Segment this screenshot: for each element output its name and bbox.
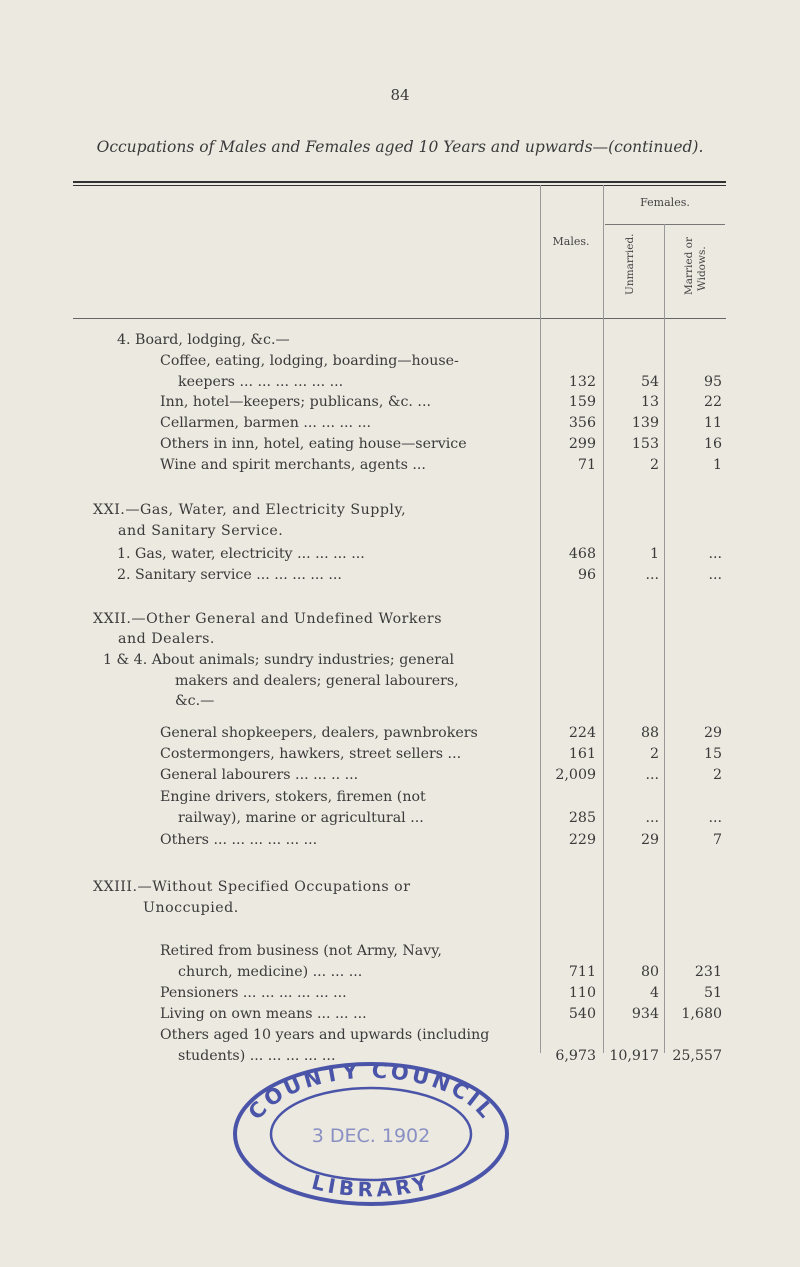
unmarried-value: 139	[631, 415, 659, 431]
row-label: 2. Sanitary service ... ... ... ... ...	[117, 567, 342, 583]
row-label: Unoccupied.	[143, 900, 239, 916]
married-widows-value: 16	[703, 436, 722, 452]
row-label: 4. Board, lodging, &c.—	[117, 332, 290, 348]
unmarried-value: 4	[649, 985, 659, 1001]
unmarried-value: 934	[631, 1006, 659, 1022]
row-label: Inn, hotel—keepers; publicans, &c. ...	[160, 394, 431, 410]
header-females: Females.	[640, 196, 690, 209]
row-label: keepers ... ... ... ... ... ...	[178, 374, 344, 390]
unmarried-value: ...	[645, 567, 659, 583]
married-widows-value: ...	[708, 567, 722, 583]
married-widows-value: 95	[703, 374, 722, 390]
header-unmarried: Unmarried.	[624, 233, 636, 295]
married-widows-value: ...	[708, 546, 722, 562]
males-value: 468	[568, 546, 596, 562]
married-widows-value: 11	[703, 415, 722, 431]
unmarried-value: 2	[649, 457, 659, 473]
column-separator-2	[603, 185, 604, 1053]
married-widows-value: 15	[703, 746, 722, 762]
males-value: 356	[568, 415, 596, 431]
row-label: students) ... ... ... ... ...	[178, 1048, 336, 1064]
married-widows-value: 51	[703, 985, 722, 1001]
row-label: 1 & 4. About animals; sundry industries; general	[103, 652, 454, 668]
page-title: Occupations of Males and Females aged 10 Years and upwards—(continued).	[96, 138, 704, 156]
males-value: 96	[577, 567, 596, 583]
row-label: General shopkeepers, dealers, pawnbrokers	[160, 725, 478, 741]
males-value: 6,973	[555, 1048, 596, 1064]
stamp-bottom-text: LIBRARY	[309, 1169, 434, 1202]
males-value: 161	[568, 746, 596, 762]
page-number: 84	[390, 86, 410, 104]
males-value: 299	[568, 436, 596, 452]
row-label: Costermongers, hawkers, street sellers ...	[160, 746, 462, 762]
males-value: 71	[577, 457, 596, 473]
column-separator-1	[540, 185, 541, 1053]
row-label: Coffee, eating, lodging, boarding—house-	[160, 353, 459, 369]
row-label: railway), marine or agricultural ...	[178, 810, 424, 826]
males-value: 711	[568, 964, 596, 980]
males-value: 110	[568, 985, 596, 1001]
unmarried-value: 153	[631, 436, 659, 452]
row-label: and Dealers.	[118, 631, 215, 647]
top-rule	[73, 181, 726, 183]
row-label: makers and dealers; general labourers,	[175, 673, 459, 689]
row-label: Wine and spirit merchants, agents ...	[160, 457, 426, 473]
males-value: 159	[568, 394, 596, 410]
row-label: Living on own means ... ... ...	[160, 1006, 367, 1022]
row-label: and Sanitary Service.	[118, 523, 284, 539]
married-widows-value: 1	[712, 457, 722, 473]
married-widows-value: 2	[712, 767, 722, 783]
row-label: &c.—	[175, 693, 215, 709]
married-widows-value: 231	[694, 964, 722, 980]
row-label: Others aged 10 years and upwards (including	[160, 1027, 490, 1043]
row-label: Pensioners ... ... ... ... ... ...	[160, 985, 347, 1001]
married-widows-value: 29	[703, 725, 722, 741]
header-married-1: Married or	[683, 236, 695, 295]
males-value: 540	[568, 1006, 596, 1022]
row-label: 1. Gas, water, electricity ... ... ... ...	[117, 546, 365, 562]
row-label: XXI.—Gas, Water, and Electricity Supply,	[93, 502, 407, 518]
header-males: Males.	[552, 235, 590, 248]
males-value: 2,009	[555, 767, 596, 783]
row-label: Retired from business (not Army, Navy,	[160, 943, 442, 959]
column-separator-3	[664, 224, 665, 1053]
unmarried-value: 1	[649, 546, 659, 562]
males-value: 285	[568, 810, 596, 826]
married-widows-value: 25,557	[672, 1048, 722, 1064]
header-married-2: Widows.	[696, 246, 708, 291]
row-label: Others ... ... ... ... ... ...	[160, 832, 318, 848]
row-label: General labourers ... ... .. ...	[160, 767, 359, 783]
married-widows-value: 1,680	[681, 1006, 722, 1022]
row-label: Others in inn, hotel, eating house—service	[160, 436, 467, 452]
unmarried-value: 29	[640, 832, 659, 848]
unmarried-value: 2	[649, 746, 659, 762]
married-widows-value: 22	[703, 394, 722, 410]
stamp-date: 3 DEC. 1902	[311, 1125, 431, 1147]
males-value: 224	[568, 725, 596, 741]
library-stamp	[229, 1060, 514, 1208]
stamp-top-text: COUNTY COUNCIL	[243, 1060, 500, 1125]
unmarried-value: ...	[645, 810, 659, 826]
svg-text:LIBRARY	[309, 1170, 433, 1202]
row-label: XXIII.—Without Specified Occupations or	[93, 879, 411, 895]
males-value: 132	[568, 374, 596, 390]
married-widows-value: 7	[712, 832, 722, 848]
females-subrule	[605, 224, 725, 225]
unmarried-value: 54	[640, 374, 659, 390]
row-label: church, medicine) ... ... ...	[178, 964, 363, 980]
header-rule	[73, 318, 726, 319]
row-label: Cellarmen, barmen ... ... ... ...	[160, 415, 372, 431]
unmarried-value: 88	[640, 725, 659, 741]
unmarried-value: 13	[640, 394, 659, 410]
married-widows-value: ...	[708, 810, 722, 826]
top-rule-thin	[73, 185, 726, 186]
row-label: XXII.—Other General and Undefined Workers	[93, 611, 442, 627]
row-label: Engine drivers, stokers, firemen (not	[160, 789, 426, 805]
unmarried-value: 10,917	[609, 1048, 659, 1064]
males-value: 229	[568, 832, 596, 848]
unmarried-value: 80	[640, 964, 659, 980]
unmarried-value: ...	[645, 767, 659, 783]
